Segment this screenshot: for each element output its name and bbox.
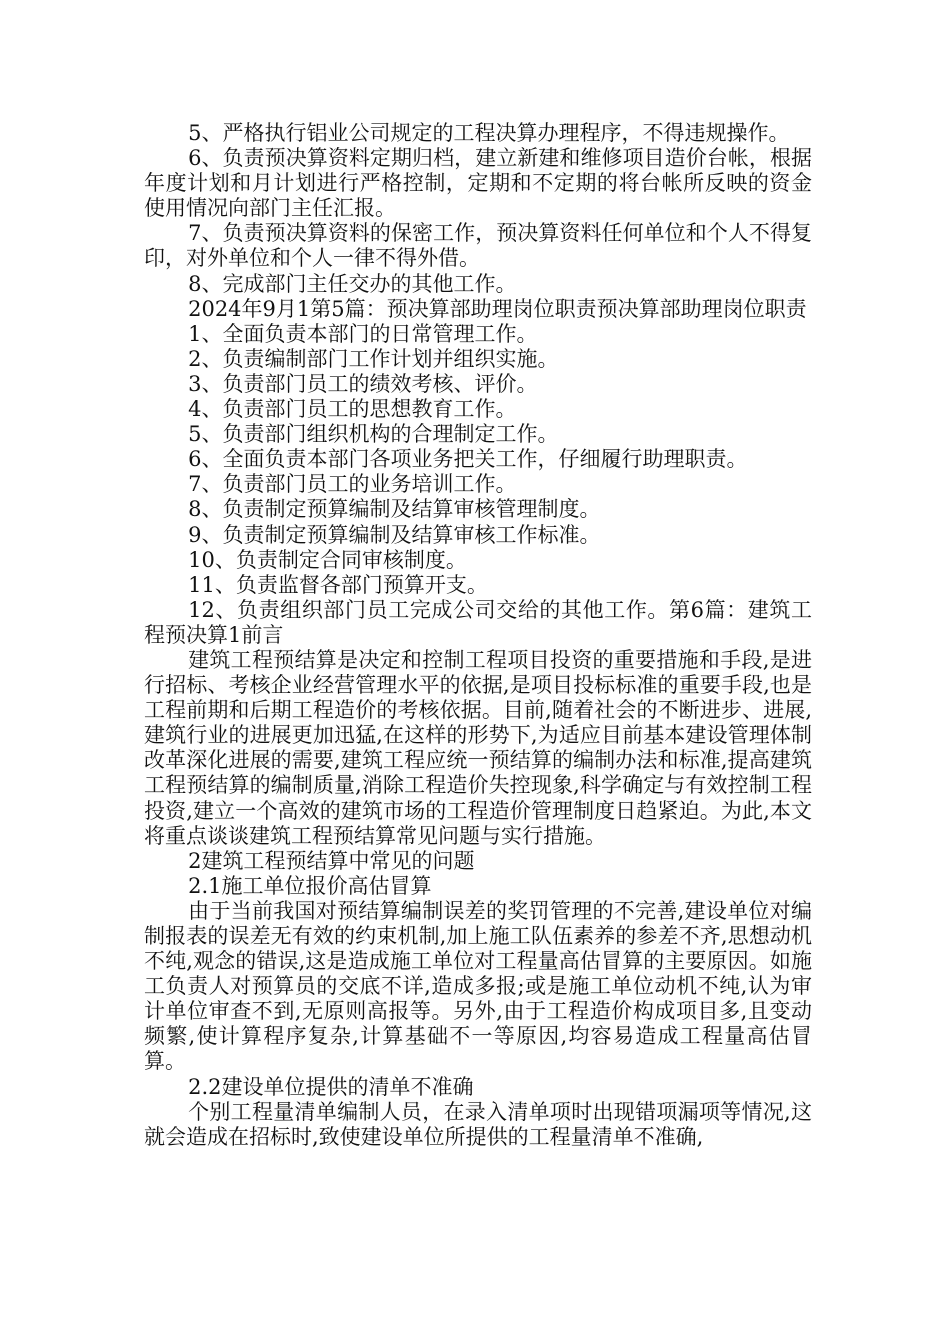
list-item: 4、负责部门员工的思想教育工作。 [188,397,517,422]
paragraph: 6、负责预决算资料定期归档，建立新建和维修项目造价台帐，根据年度计划和月计划进行严格控制，定期和不定期的将台帐所反映的资金使用情况向部门主任汇报。 [144,146,812,221]
paragraph: 8、完成部门主任交办的其他工作。 [188,271,517,296]
list-item: 9、负责制定预算编制及结算审核工作标准。 [188,522,601,547]
document-page [144,121,812,1150]
list-item: 8、负责制定预算编制及结算审核管理制度。 [188,497,601,522]
section-heading: 2建筑工程预结算中常见的问题 [188,848,475,873]
list-item: 1、全面负责本部门的日常管理工作。 [188,321,538,346]
subsection-heading: 2.1施工单位报价高估冒算 [188,873,432,898]
paragraph: 个别工程量清单编制人员，在录入清单项时出现错项漏项等情况,这就会造成在招标时,致使建设单位所提供的工程量清单不准确, [144,1099,812,1149]
list-item: 12、负责组织部门员工完成公司交给的其他工作。第6篇：建筑工程预决算1前言 [144,597,812,647]
paragraph: 7、负责预决算资料的保密工作，预决算资料任何单位和个人不得复印，对外单位和个人一律不得外借。 [144,221,812,271]
list-item: 10、负责制定合同审核制度。 [188,547,467,572]
list-item: 5、负责部门组织机构的合理制定工作。 [188,422,559,447]
list-item: 6、全面负责本部门各项业务把关工作，仔细履行助理职责。 [188,447,748,472]
paragraph: 由于当前我国对预结算编制误差的奖罚管理的不完善,建设单位对编制报表的误差无有效的约束机制,加上施工队伍素养的参差不齐,思想动机不纯,观念的错误,这是造成施工单位对工程量高估冒算的主要原因。如施工负责人对预算员的交底不详,造成多报;或是施工单位动机不纯,认为审计单位审查不到,无原则高报等。另外,由于工程造价构成项目多,且变动频繁,使计算程序复杂,计算基础不一等原因,均容易造成工程量高估冒算。 [144,898,812,1074]
list-item: 3、负责部门员工的绩效考核、评价。 [188,371,538,396]
paragraph: 建筑工程预结算是决定和控制工程项目投资的重要措施和手段,是进行招标、考核企业经营管理水平的依据,是项目投标标准的重要手段,也是工程前期和后期工程造价的考核依据。目前,随着社会的不断进步、进展,建筑行业的进展更加迅猛,在这样的形势下,为适应目前基本建设管理体制改革深化进展的需要,建筑工程应统一预结算的编制办法和标准,提高建筑工程预结算的编制质量,消除工程造价失控现象,科学确定与有效控制工程投资,建立一个高效的建筑市场的工程造价管理制度日趋紧迫。为此,本文将重点谈谈建筑工程预结算常见问题与实行措施。 [144,647,812,848]
section-heading: 2024年9月1第5篇：预决算部助理岗位职责预决算部助理岗位职责 [188,296,807,321]
subsection-heading: 2.2建设单位提供的清单不准确 [188,1074,474,1099]
list-item: 2、负责编制部门工作计划并组织实施。 [188,346,559,371]
paragraph: 5、严格执行铝业公司规定的工程决算办理程序，不得违规操作。 [188,121,790,145]
list-item: 11、负责监督各部门预算开支。 [188,572,488,597]
list-item: 7、负责部门员工的业务培训工作。 [188,472,517,497]
